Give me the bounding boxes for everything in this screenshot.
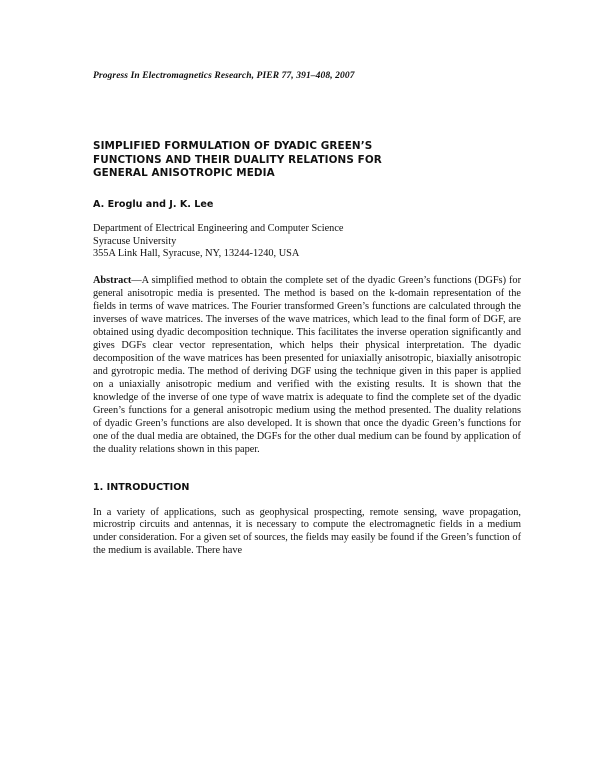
affiliation-line-2: Syracuse University (93, 235, 177, 247)
affiliation (93, 223, 521, 261)
title-line-2: FUNCTIONS AND THEIR DUALITY RELATIONS FOR (93, 153, 382, 166)
abstract (93, 275, 521, 456)
title-line-3: GENERAL ANISOTROPIC MEDIA (93, 167, 275, 180)
paper-page (93, 70, 521, 558)
abstract-text: —A simplified method to obtain the complete set of the dyadic Green’s functions (DGFs) for general anisotropic media is presented. The method is based on the k-domain representation of the fields in terms of wave matrices. The Fourier transformed Green’s functions are calculated through the inverses of wave matrices. The inverses of the wave matrices, which lead to the final form of DGF, are obtained using dyadic decomposition technique. This facilitates the inverse operation significantly and gives DGFs clear vector representation, which helps their physical interpretation. The dyadic decomposition of the wave matrices has been presented for uniaxially anisotropic, biaxially anisotropic and gyrotropic media. The method of deriving DGF using the technique given in this paper is applied on a uniaxially anisotropic medium and verified with the existing results. It is shown that the knowledge of the inverse of one type of wave matrix is adequate to find the complete set of the dyadic Green’s functions for a general anisotropic medium using the method presented. The duality relations of dyadic Green’s functions are also developed. It is shown that once the dyadic Green’s functions for one of the dual media are obtained, the DGFs for the other dual medium can be found by application of the duality relations shown in this paper. (93, 275, 521, 455)
abstract-label: Abstract (93, 275, 132, 287)
author-list: A. Eroglu and J. K. Lee (93, 198, 214, 210)
affiliation-line-3: 355A Link Hall, Syracuse, NY, 13244-1240, USA (93, 248, 300, 260)
paper-title (93, 140, 521, 181)
title-line-1: SIMPLIFIED FORMULATION OF DYADIC GREEN’S (93, 140, 373, 152)
affiliation-line-1: Department of Electrical Engineering and Computer Science (93, 222, 344, 234)
journal-citation: Progress In Electromagnetics Research, PIER 77, 391–408, 2007 (93, 71, 355, 81)
introduction-paragraph: In a variety of applications, such as geophysical prospecting, remote sensing, wave propagation, microstrip circuits and antennas, it is necessary to compute the electromagnetic fields in a medium under consideration. For a given set of sources, the fields may easily be found if the Green’s function of the medium is available. There have (93, 506, 521, 557)
section-heading-introduction: 1. INTRODUCTION (93, 481, 190, 493)
